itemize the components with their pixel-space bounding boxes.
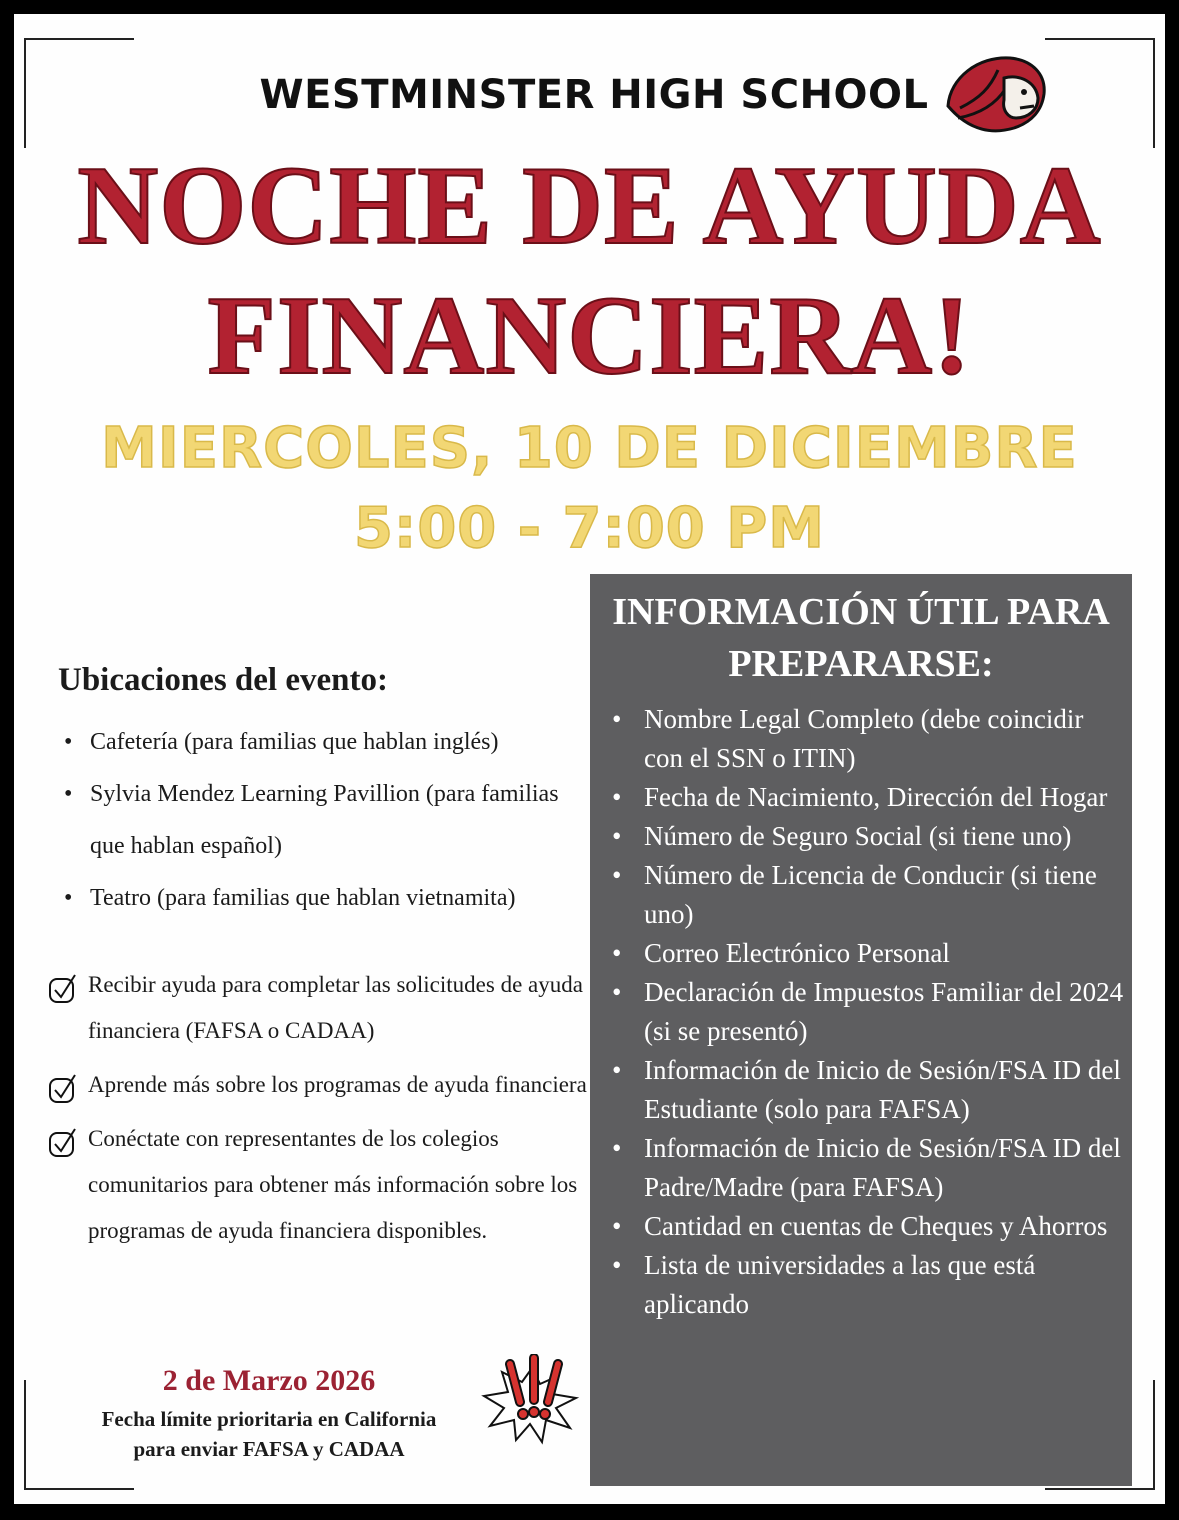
event-time: 5:00 - 7:00 PM: [353, 496, 826, 561]
list-item: • Sylvia Mendez Learning Pavillion (para familias que hablan español): [58, 768, 598, 872]
list-item: • Cafetería (para familias que hablan inglés): [58, 716, 598, 768]
title-line-2: FINANCIERA!: [207, 274, 972, 398]
list-item: • Fecha de Nacimiento, Dirección del Hogar: [590, 778, 1132, 817]
frame-corner: [24, 38, 134, 40]
checklist-item: [46, 1116, 594, 1254]
checklist-text: Aprende más sobre los programas de ayuda financiera: [88, 1072, 587, 1097]
list-item: • Lista de universidades a las que está aplicando: [590, 1246, 1132, 1324]
frame-corner: [1153, 1380, 1155, 1490]
frame-corner: [24, 1380, 26, 1490]
frame-corner: [1045, 1488, 1155, 1490]
list-item: • Teatro (para familias que hablan vietnamita): [58, 872, 598, 924]
info-heading-line-2: PREPARARSE:: [728, 643, 994, 685]
list-item: • Información de Inicio de Sesión/FSA ID del Padre/Madre (para FAFSA): [590, 1129, 1132, 1207]
exclamation-burst-icon: [480, 1354, 584, 1446]
deadline-date: 2 de Marzo 2026: [162, 1364, 376, 1397]
deadline-text-1: Fecha límite prioritaria en California: [101, 1407, 437, 1431]
flyer-page: [14, 14, 1165, 1504]
list-item: • Correo Electrónico Personal: [590, 934, 1132, 973]
info-heading-line-1: INFORMACIÓN ÚTIL PARA: [612, 591, 1110, 633]
list-item: • Cantidad en cuentas de Cheques y Ahorros: [590, 1207, 1132, 1246]
info-list: [590, 700, 1132, 1324]
checkbox-icon: [48, 974, 78, 1004]
deadline-text-2: para enviar FAFSA y CADAA: [133, 1437, 405, 1461]
list-item: • Número de Seguro Social (si tiene uno): [590, 817, 1132, 856]
info-panel-heading: [590, 586, 1132, 690]
lion-mascot-icon: [940, 48, 1050, 138]
list-item: • Número de Licencia de Conducir (si tiene uno): [590, 856, 1132, 934]
list-item: • Información de Inicio de Sesión/FSA ID del Estudiante (solo para FAFSA): [590, 1051, 1132, 1129]
checklist-item: [46, 1062, 594, 1108]
checklist-text: Conéctate con representantes de los colegios comunitarios para obtener más información sobre los programas de ayuda financiera disponibles.: [88, 1126, 578, 1243]
frame-corner: [1045, 38, 1155, 40]
school-name: WESTMINSTER HIGH SCHOOL: [259, 72, 929, 118]
checklist-item: [46, 962, 594, 1054]
deadline-block: [54, 1364, 484, 1464]
locations-list: [58, 716, 598, 924]
checklist-text: Recibir ayuda para completar las solicitudes de ayuda financiera (FAFSA o CADAA): [88, 972, 583, 1043]
checkbox-icon: [48, 1074, 78, 1104]
info-panel: [590, 574, 1132, 1486]
list-item: • Declaración de Impuestos Familiar del 2024 (si se presentó): [590, 973, 1132, 1051]
locations-heading: Ubicaciones del evento:: [58, 662, 388, 698]
list-item: • Nombre Legal Completo (debe coincidir con el SSN o ITIN): [590, 700, 1132, 778]
title-line-1: NOCHE DE AYUDA: [77, 144, 1102, 268]
event-date: MIERCOLES, 10 DE DICIEMBRE: [101, 416, 1078, 481]
checkbox-icon: [48, 1128, 78, 1158]
benefits-checklist: [46, 962, 594, 1262]
frame-corner: [24, 1488, 134, 1490]
